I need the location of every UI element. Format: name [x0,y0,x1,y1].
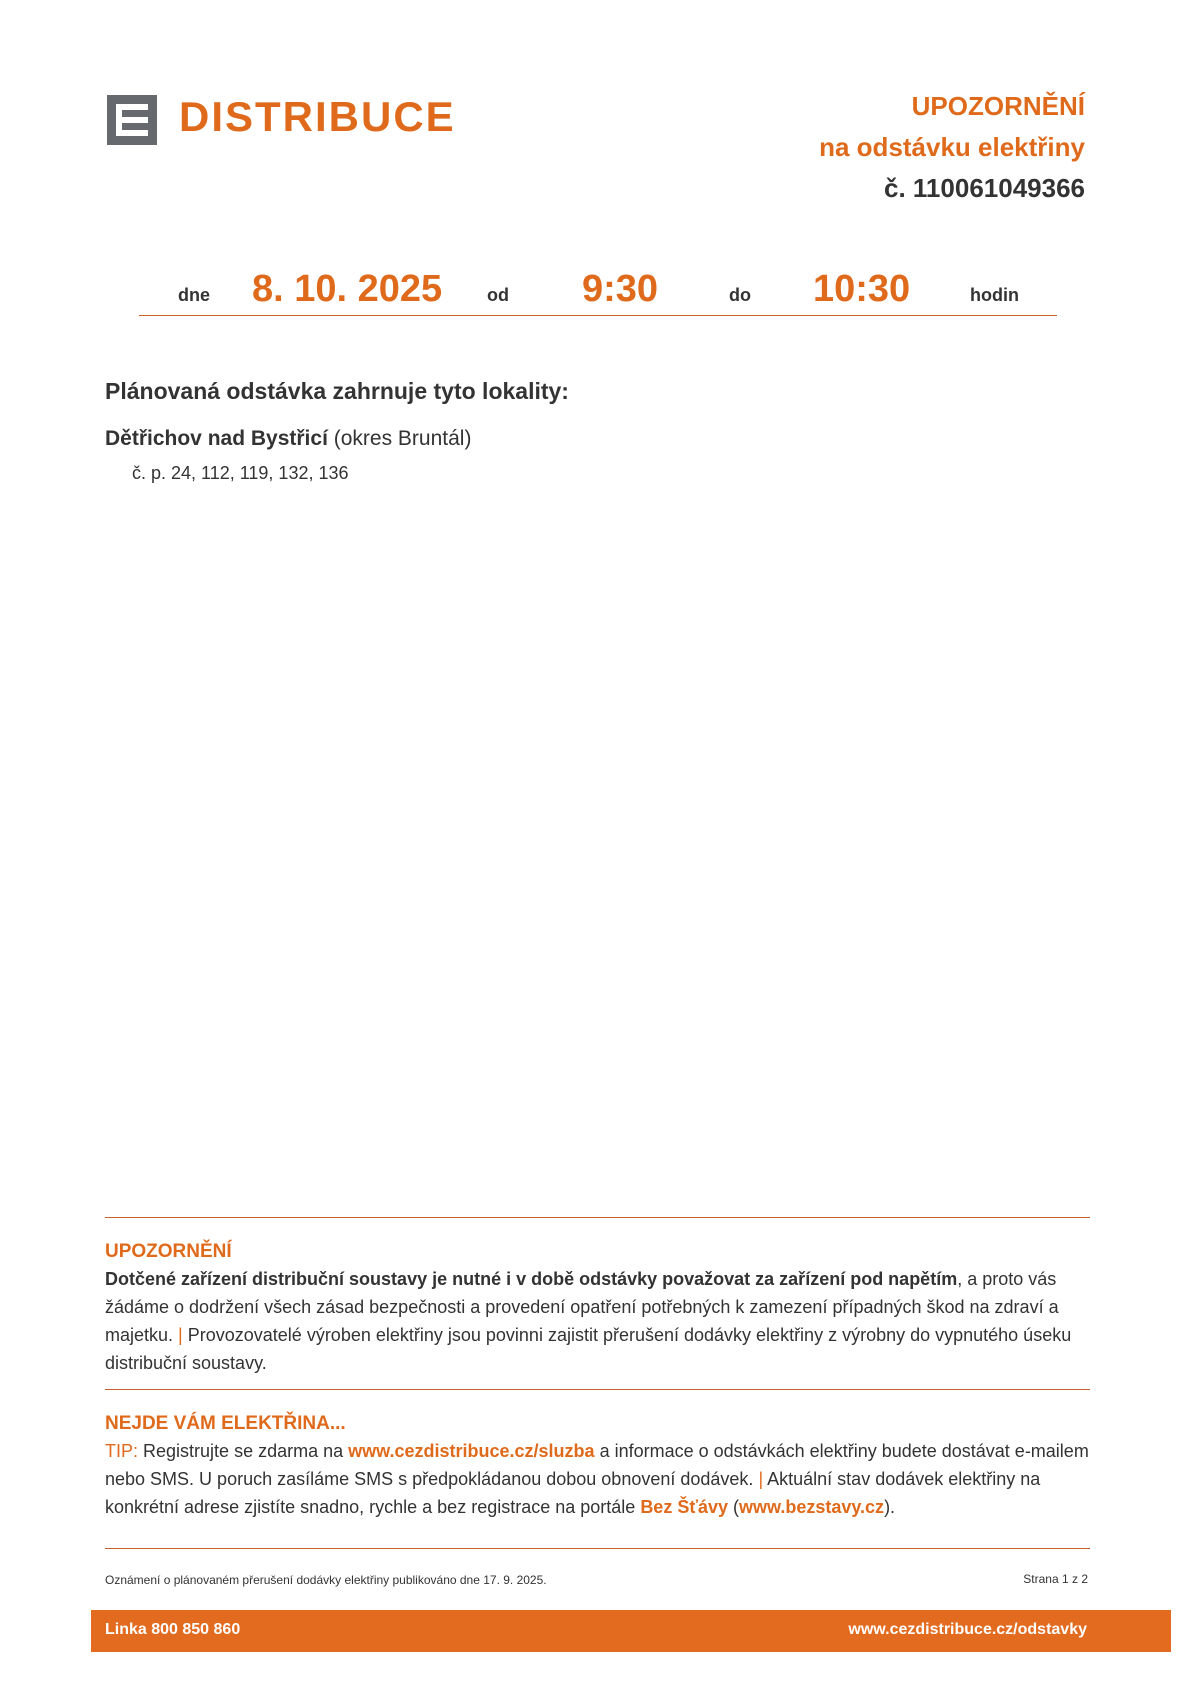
divider [105,1217,1090,1218]
warning-text [105,1265,1090,1377]
portal-name: Bez Šťávy [640,1497,728,1517]
tip-title: NEJDE VÁM ELEKTŘINA... [105,1413,346,1434]
place-name: Dětřichov nad Bystřicí [105,427,328,450]
notice-title: UPOZORNĚNÍ [911,91,1085,121]
time-from: 9:30 [582,268,659,310]
publication-note: Oznámení o plánovaném přerušení dodávky elektřiny publikováno dne 17. 9. 2025. [105,1573,547,1587]
tip-label: TIP: [105,1441,139,1461]
house-numbers: č. p. 24, 112, 119, 132, 136 [132,463,349,483]
hours-label: hodin [970,285,1019,305]
cez-logo-icon [107,95,157,145]
page-number: Strana 1 z 2 [1023,1572,1088,1586]
warning-text-part: , a proto vás žádáme o dodržení všech zásad bezpečnosti a provedení opatření potřebných k zamezení případných škod na zdraví a majetku. [105,1269,1059,1345]
outage-date: 8. 10. 2025 [252,268,443,310]
to-label: do [729,285,751,305]
footer-bar [91,1610,1171,1652]
paren: ( [733,1497,739,1517]
logo-text: DISTRIBUCE [179,93,456,140]
paren: ). [884,1497,896,1517]
location-place [105,427,471,451]
separator: | [178,1325,183,1345]
service-link[interactable]: www.cezdistribuce.cz/sluzba [348,1441,595,1461]
tip-text-part: Aktuální stav dodávek elektřiny na konkrétní adrese zjistíte snadno, rychle a bez registrace na portále [105,1469,1041,1517]
hotline: Linka 800 850 860 [105,1621,241,1638]
place-district: (okres Bruntál) [333,427,472,450]
notice-number: č. 110061049366 [884,173,1085,203]
from-label: od [487,285,509,305]
bezstavy-link[interactable]: www.bezstavy.cz [739,1497,885,1517]
time-to: 10:30 [813,268,911,310]
divider [139,315,1057,316]
divider [105,1548,1090,1549]
locations-heading: Plánovaná odstávka zahrnuje tyto lokality: [105,378,569,404]
notice-subtitle: na odstávku elektřiny [819,132,1085,162]
website-link[interactable]: www.cezdistribuce.cz/odstavky [848,1621,1087,1638]
date-label: dne [178,285,211,305]
separator: | [758,1469,764,1489]
divider [105,1389,1090,1390]
warning-title: UPOZORNĚNÍ [105,1241,232,1262]
tip-text [105,1437,1090,1521]
tip-text-part: a informace o odstávkách elektřiny budete dostávat e-mailem nebo SMS. U poruch zasíláme SMS s předpokládanou dobou obnovení dodávek. [105,1441,1089,1489]
warning-text-tail: Provozovatelé výroben elektřiny jsou povinni zajistit přerušení dodávky elektřiny z výrobny do vypnutého úseku distribuční soustavy. [105,1325,1072,1373]
tip-text-part: Registrujte se zdarma na [143,1441,344,1461]
warning-bold-text: Dotčené zařízení distribuční soustavy je nutné i v době odstávky považovat za zařízení pod napětím [105,1269,958,1289]
